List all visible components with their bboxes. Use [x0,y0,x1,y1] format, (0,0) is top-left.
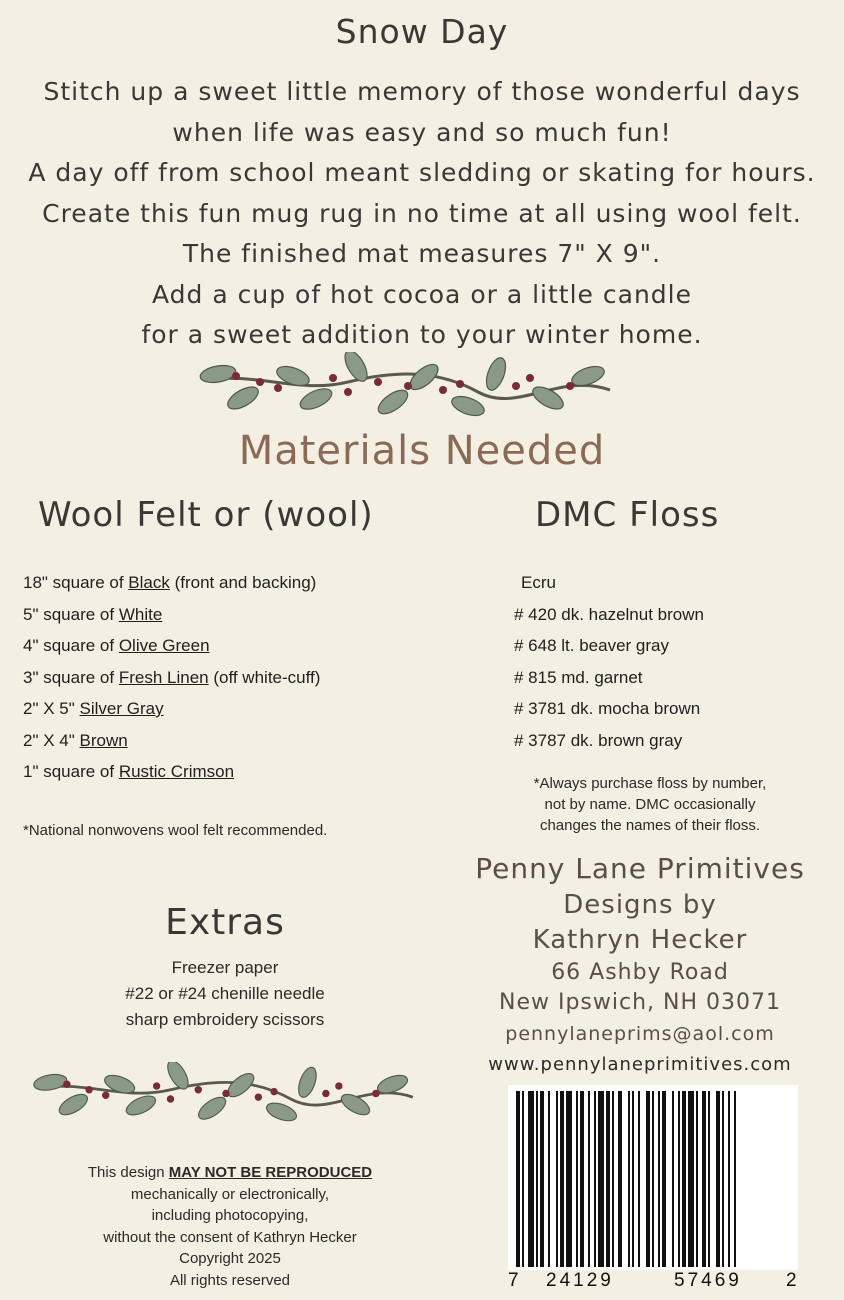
company-name: Penny Lane Primitives [475,852,805,885]
barcode-bar [516,1091,520,1267]
dmc-floss-list [514,567,704,756]
barcode-bar [594,1091,596,1267]
felt-color: Rustic Crimson [118,762,235,781]
barcode-bar [618,1091,622,1267]
barcode-bar [702,1091,706,1267]
wool-felt-note: *National nonwovens wool felt recommended. [23,822,328,839]
barcode-bar [722,1091,724,1267]
barcode-bar [682,1091,686,1267]
vine-decoration-top [198,352,618,432]
barcode-bar [548,1091,550,1267]
not-reproduced-warning: MAY NOT BE REPRODUCED [168,1164,373,1181]
list-item: # 648 lt. beaver gray [514,636,669,655]
intro-text [0,72,844,356]
list-item: 2" X 4" Brown [23,730,128,750]
list-item: Ecru [521,573,556,592]
barcode-bar [638,1091,640,1267]
list-item: Freezer paper [171,958,279,977]
felt-color: Fresh Linen [118,667,209,687]
list-item: 4" square of Olive Green [23,636,210,655]
dmc-floss-heading: DMC Floss [535,495,720,535]
list-item: #22 or #24 chenille needle [125,984,325,1003]
barcode-bar [580,1091,584,1267]
barcode-bar [576,1091,578,1267]
barcode-bar [628,1091,630,1267]
list-item: 5" square of White [23,604,163,624]
intro-line: The finished mat measures 7" X 9". [182,239,662,268]
barcode-bar [522,1091,524,1267]
felt-color: Black [128,573,170,592]
intro-line: Create this fun mug rug in no time at all using wool felt. [42,198,802,228]
list-item: 3" square of Fresh Linen (off white-cuff) [23,667,321,687]
barcode-bar [708,1091,710,1267]
list-item: 18" square of Black (front and backing) [23,573,317,592]
barcode-bar [566,1091,572,1267]
list-item: # 3787 dk. brown gray [514,730,683,750]
felt-color: White [118,604,163,624]
barcode-bar [728,1091,730,1267]
list-item: # 420 dk. hazelnut brown [514,604,704,624]
barcode-bar [528,1091,534,1267]
email-address: pennylaneprims@aol.com [505,1023,775,1045]
copyright-notice: This design MAY NOT BE REPRODUCED mechanically or electronically, including photocopying, without the consent of Kathryn Hecker Copyright 2025 All rights reserved [87,1164,373,1289]
barcode-bar [646,1091,650,1267]
barcode-bar [598,1091,604,1267]
materials-heading: Materials Needed [238,428,606,474]
street-address: 66 Ashby Road [551,960,729,985]
barcode-bar [536,1091,538,1267]
barcode-bar [606,1091,610,1267]
city-address: New Ipswich, NH 03071 [498,990,781,1015]
barcode-bar [688,1091,694,1267]
extras-heading: Extras [165,902,285,943]
designer-name: Kathryn Hecker [532,925,748,955]
intro-line: Stitch up a sweet little memory of those wonderful days [43,77,801,106]
extras-list [110,955,340,1033]
barcode-bar [716,1091,720,1267]
felt-color: Silver Gray [79,699,164,718]
intro-line: for a sweet addition to your winter home. [141,320,703,349]
barcode-bar [734,1091,736,1267]
barcode-digit-group: 57469 [674,1270,742,1291]
list-item: # 3781 dk. mocha brown [514,699,701,718]
website: www.pennylaneprimitives.com [488,1054,792,1075]
list-item: # 815 md. garnet [514,667,643,687]
list-item: sharp embroidery scissors [125,1010,325,1029]
barcode-bar [556,1091,558,1267]
barcode-bar [588,1091,590,1267]
barcode-digit-group: 2 [786,1270,797,1291]
barcode-bar [540,1091,544,1267]
barcode-bar [696,1091,698,1267]
barcode-bar [662,1091,666,1267]
barcode-digit-group: 7 [508,1270,519,1291]
barcode-bar [632,1091,634,1267]
dmc-floss-note: *Always purchase floss by number, not by name. DMC occasionally changes the names of their floss. [533,775,767,834]
barcode-bar [658,1091,660,1267]
barcode-bar [652,1091,654,1267]
barcode-bar [612,1091,614,1267]
list-item: 1" square of Rustic Crimson [23,762,235,781]
wool-felt-heading: Wool Felt or (wool) [38,495,374,535]
felt-color: Olive Green [118,636,210,655]
vine-decoration-bottom [20,1062,432,1136]
upc-barcode [508,1085,798,1270]
intro-line: A day off from school meant sledding or skating for hours. [28,158,816,187]
barcode-bar [678,1091,680,1267]
intro-line: Add a cup of hot cocoa or a little candle [152,279,692,309]
felt-color: Brown [79,730,128,750]
designer-info [470,850,810,1080]
barcode-bar [560,1091,564,1267]
intro-line: when life was easy and so much fun! [172,117,672,147]
list-item: 2" X 5" Silver Gray [23,699,164,718]
wool-felt-list [23,567,320,788]
barcode-bar [672,1091,674,1267]
pattern-title: Snow Day [335,12,509,51]
designs-by: Designs by [563,890,717,920]
barcode-digit-group: 24129 [546,1270,614,1291]
